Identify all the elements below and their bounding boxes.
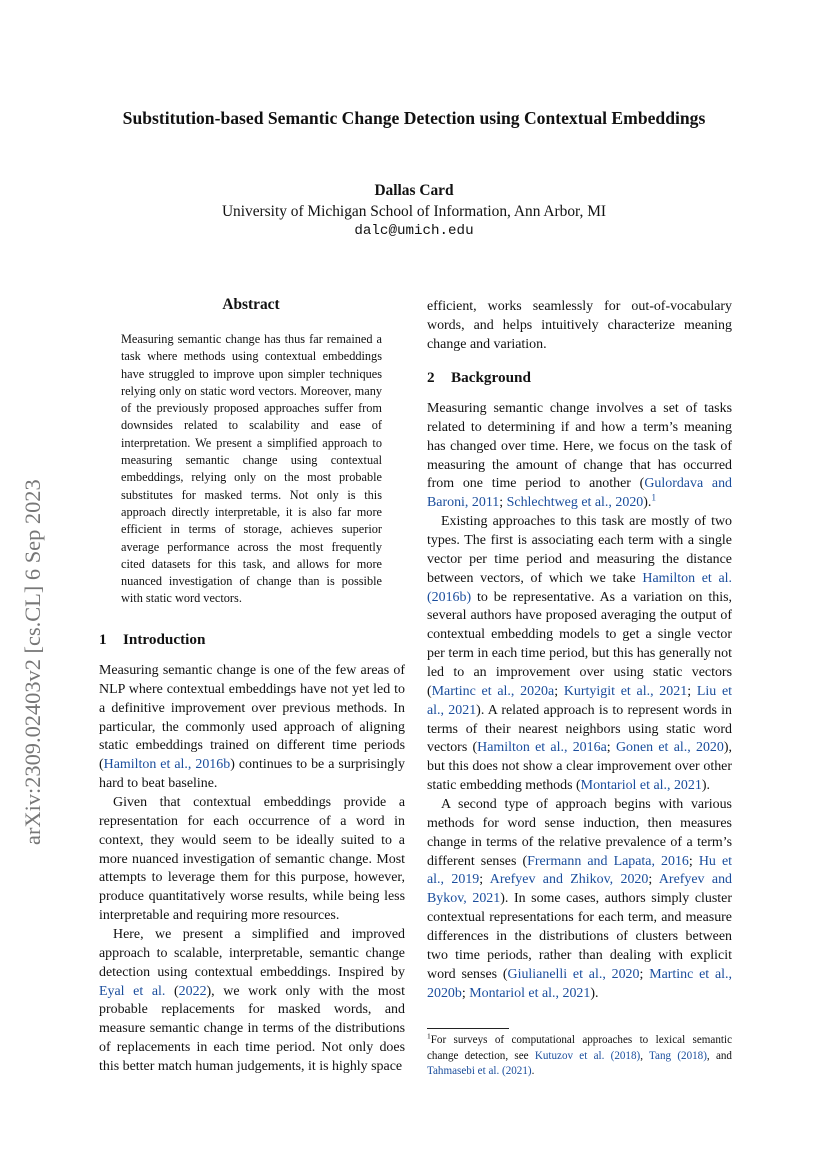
footnote-text-c: , and — [706, 1049, 732, 1062]
citation-link[interactable]: Eyal et al. — [99, 983, 166, 999]
citation-link[interactable]: 2022 — [178, 983, 207, 999]
citation-link[interactable]: Liu et al., 2021 — [427, 683, 732, 718]
citation-link[interactable]: Tahmasebi et al. (2021) — [427, 1065, 532, 1077]
bg-p3-text-b: ; — [688, 853, 699, 869]
citation-link[interactable]: Schlechtweg et al., 2020 — [506, 495, 644, 511]
citation-link[interactable]: Montariol et al., 2021 — [469, 985, 591, 1001]
bg-p2-text-f: ; — [606, 740, 616, 756]
citation-link[interactable]: Martinc et al., 2020a — [431, 683, 555, 699]
footnote-number: 1 — [427, 1031, 431, 1041]
bg-p2-text-a: Existing approaches to this task are mostly of two types. The first is associating each term with a single vector per time period and measuring the distance between vectors, of which we take — [427, 514, 732, 586]
bg-p2-text-d: ; — [687, 683, 697, 699]
section-1-title: Introduction — [123, 631, 206, 648]
citation-link[interactable]: Gonen et al., 2020 — [615, 740, 724, 756]
bg-p3-text-d: ; — [648, 872, 659, 888]
bg-p3-text-g: ; — [461, 985, 470, 1001]
author-name: Dallas Card — [374, 182, 454, 199]
bg-p3-text-e: ). In some cases, authors simply cluster contextual representations for each term, and measure differences in the distributions of clusters between two time periods, rather than dealing with explicit word senses ( — [427, 891, 732, 982]
intro-p3-text-a: Here, we present a simplified and improved approach to scalable, interpretable, semantic change detection using contextual embeddings. Inspired by — [99, 927, 405, 980]
bg-p3-text-f: ; — [639, 966, 650, 982]
citation-link[interactable]: Frermann and Lapata, 2016 — [527, 853, 689, 869]
bg-p2-text-c: ; — [554, 683, 564, 699]
footnote-marker[interactable]: 1 — [651, 493, 657, 504]
citation-link[interactable]: Montariol et al., 2021 — [580, 778, 702, 794]
citation-link[interactable]: Hu et al., 2019 — [427, 853, 733, 888]
background-paragraph-1 — [427, 400, 732, 513]
background-paragraph-2 — [427, 513, 732, 796]
intro-paragraph-2: Given that contextual embeddings provide a representation for each occurrence of a word in context, they would seem to be ideally suited to a more nuanced investigation of semantic change. Most attempts to leverage them for this purpose, however, produce quantitatively worse results, while being less interpretable and requiring more resources. — [99, 795, 405, 924]
footnote — [427, 1033, 732, 1080]
citation-link[interactable]: Tang (2018) — [649, 1049, 707, 1062]
section-1-heading — [99, 631, 205, 649]
citation-link[interactable]: Giulianelli et al., 2020 — [507, 966, 640, 982]
abstract-heading: Abstract — [222, 296, 280, 313]
citation-link[interactable]: Arefyev and Bykov, 2021 — [427, 872, 733, 907]
bg-p2-text-g: ), but this does not show a clear improvement over other static embedding methods ( — [427, 740, 733, 794]
citation-link[interactable]: Hamilton et al., 2016b — [103, 757, 231, 773]
intro-p1-text-b: ) continues to be a surprisingly hard to beat baseline. — [99, 757, 405, 792]
section-2-heading — [427, 369, 531, 387]
author-affiliation: University of Michigan School of Information, Ann Arbor, MI — [221, 203, 607, 220]
author-email[interactable]: dalc@umich.edu — [354, 223, 474, 239]
footnote-text-b: , — [640, 1049, 650, 1062]
citation-link[interactable]: Hamilton et al., 2016a — [477, 740, 607, 756]
arxiv-identifier: arXiv:2309.02403v2 [cs.CL] 6 Sep 2023 — [20, 479, 45, 845]
bg-p1-text-c: ). — [643, 495, 652, 511]
right-column-body — [427, 400, 732, 1004]
bg-p2-text-h: ). — [701, 778, 710, 794]
bg-p3-text-h: ). — [590, 985, 599, 1001]
bg-p2-text-e: ). A related approach is to represent words in terms of their nearest neighbors using static word vectors ( — [427, 702, 733, 756]
footnote-text-a: For surveys of computational approaches to lexical semantic change detection, see — [427, 1034, 732, 1062]
bg-p1-text-b: ; — [499, 495, 507, 511]
citation-link[interactable]: Arefyev and Zhikov, 2020 — [489, 872, 649, 888]
citation-link[interactable]: Hamilton et al. (2016b) — [427, 570, 732, 605]
bg-p3-text-c: ; — [479, 872, 490, 888]
left-column-body — [99, 662, 405, 1077]
bg-p1-text-a: Measuring semantic change involves a set of tasks related to determining if and how a term’s meaning has changed over time. Here, we focus on the task of measuring the amount of change that has occurred from one time period to another ( — [427, 401, 732, 492]
citation-link[interactable]: Gulordava and Baroni, 2011 — [427, 476, 733, 511]
section-2-number: 2 — [427, 369, 435, 386]
intro-p3-text-c: ), we work only with the most probable replacements for masked words, and measure semantic change in terms of the distributions of replacements in each time period. Not only does this better match human judgements, it is highly space — [99, 983, 405, 1075]
abstract-text: Measuring semantic change has thus far remained a task where methods using contextual embeddings have struggled to improve upon simpler techniques relying only on static word vectors. Moreover, many of the previously proposed approaches suffer from downsides related to scalability and ease of interpretation. We present a simplified approach to measuring semantic change using contextual embeddings, relying only on the most probable substitutes for masked terms. Not only is this approach directly interpretable, it is also far more efficient in terms of storage, achieves superior average performance across the most frequently cited datasets for this task, and allows for more nuanced investigation of change than is possible with static word vectors. — [121, 332, 382, 606]
intro-paragraph-3-continued: efficient, works seamlessly for out-of-vocabulary words, and helps intuitively characterize meaning change and variation. — [427, 299, 732, 352]
bg-p2-text-b: to be representative. As a variation on this, several authors have proposed averaging the output of contextual embedding models to get a single vector per term in each time period, but this has generally not led to an improvement over using static vectors ( — [427, 589, 732, 699]
intro-p3-text-b: ( — [165, 983, 179, 999]
citation-link[interactable]: Kutuzov et al. (2018) — [534, 1049, 641, 1062]
citation-link[interactable]: Kurtyigit et al., 2021 — [563, 683, 688, 699]
citation-link[interactable]: Martinc et al., 2020b — [427, 966, 732, 1001]
paper-title: Substitution-based Semantic Change Detection using Contextual Embeddings — [122, 108, 706, 128]
background-paragraph-3 — [427, 796, 732, 1003]
intro-paragraph-3 — [99, 926, 405, 1077]
footnote-text-d: . — [531, 1065, 535, 1077]
section-2-title: Background — [451, 369, 531, 386]
intro-p1-text-a: Measuring semantic change is one of the few areas of NLP where contextual embeddings have not yet led to a definitive improvement over previous methods. In particular, the commonly used approach of aligning static embeddings trained on different time periods ( — [99, 663, 405, 773]
bg-p3-text-a: A second type of approach begins with various methods for word sense induction, then measures change in terms of the relative prevalence of a term’s different senses ( — [427, 797, 732, 869]
footnote-rule — [427, 1028, 509, 1029]
section-1-number: 1 — [99, 631, 107, 648]
intro-paragraph-1 — [99, 662, 405, 794]
